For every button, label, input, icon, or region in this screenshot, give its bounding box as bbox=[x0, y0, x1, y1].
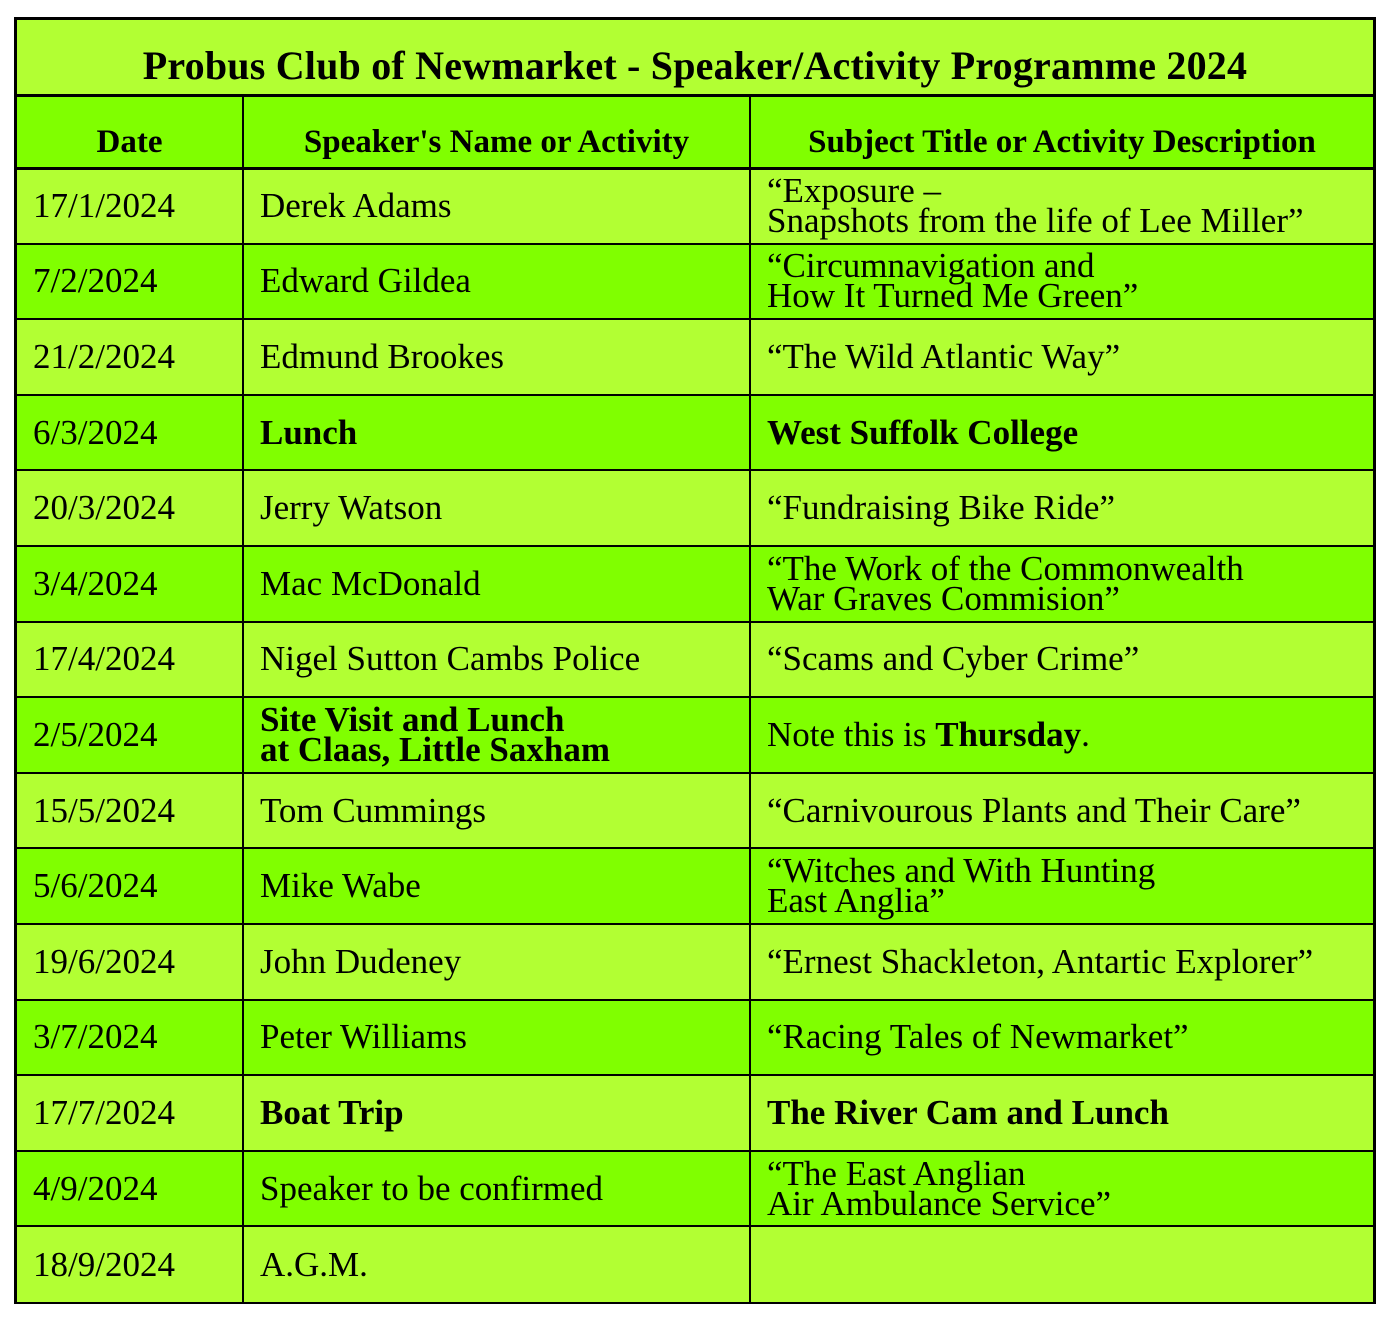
speaker-cell: Derek Adams bbox=[243, 168, 750, 244]
column-header-date: Date bbox=[17, 97, 243, 168]
subject-line: “The Work of the Commonwealth bbox=[767, 548, 1244, 588]
subject-cell bbox=[750, 1151, 1373, 1227]
table-row bbox=[17, 244, 1373, 320]
table-row bbox=[17, 470, 1373, 546]
speaker-line: at Claas, Little Saxham bbox=[260, 729, 610, 769]
table-row bbox=[17, 319, 1373, 395]
subject-cell bbox=[750, 546, 1373, 622]
table-row bbox=[17, 848, 1373, 924]
speaker-cell: Speaker to be confirmed bbox=[243, 1151, 750, 1227]
speaker-line: Site Visit and Lunch bbox=[260, 699, 565, 739]
table-row bbox=[17, 697, 1373, 773]
date-cell: 19/6/2024 bbox=[17, 924, 243, 1000]
subject-cell bbox=[750, 168, 1373, 244]
speaker-cell: A.G.M. bbox=[243, 1226, 750, 1302]
speaker-cell: Boat Trip bbox=[243, 1075, 750, 1151]
subject-emphasis: Thursday bbox=[935, 714, 1082, 754]
subject-text: . bbox=[1081, 714, 1090, 754]
speaker-cell: Jerry Watson bbox=[243, 470, 750, 546]
date-cell: 6/3/2024 bbox=[17, 395, 243, 471]
speaker-cell: Nigel Sutton Cambs Police bbox=[243, 622, 750, 698]
subject-line: Snapshots from the life of Lee Miller” bbox=[767, 201, 1304, 241]
date-cell: 17/7/2024 bbox=[17, 1075, 243, 1151]
page-title: Probus Club of Newmarket - Speaker/Activity Programme 2024 bbox=[17, 20, 1373, 97]
table-row bbox=[17, 395, 1373, 471]
table-row bbox=[17, 546, 1373, 622]
table-row bbox=[17, 1000, 1373, 1076]
date-cell: 21/2/2024 bbox=[17, 319, 243, 395]
subject-cell bbox=[750, 848, 1373, 924]
subject-cell bbox=[750, 244, 1373, 320]
speaker-cell: Peter Williams bbox=[243, 1000, 750, 1076]
date-cell: 3/7/2024 bbox=[17, 1000, 243, 1076]
table-row bbox=[17, 924, 1373, 1000]
date-cell: 15/5/2024 bbox=[17, 773, 243, 849]
table-row bbox=[17, 773, 1373, 849]
speaker-cell: Edward Gildea bbox=[243, 244, 750, 320]
subject-cell: “Carnivourous Plants and Their Care” bbox=[750, 773, 1373, 849]
date-cell: 7/2/2024 bbox=[17, 244, 243, 320]
date-cell: 3/4/2024 bbox=[17, 546, 243, 622]
date-cell: 2/5/2024 bbox=[17, 697, 243, 773]
subject-line: “Circumnavigation and bbox=[767, 246, 1095, 286]
speaker-cell: Mike Wabe bbox=[243, 848, 750, 924]
speaker-cell: Lunch bbox=[243, 395, 750, 471]
table-row bbox=[17, 622, 1373, 698]
subject-line: East Anglia” bbox=[767, 881, 945, 921]
subject-cell: “Racing Tales of Newmarket” bbox=[750, 1000, 1373, 1076]
speaker-cell: Edmund Brookes bbox=[243, 319, 750, 395]
speaker-cell: Tom Cummings bbox=[243, 773, 750, 849]
subject-line: “The East Anglian bbox=[767, 1153, 1026, 1193]
subject-cell: “Scams and Cyber Crime” bbox=[750, 622, 1373, 698]
table-row bbox=[17, 1226, 1373, 1302]
speaker-cell: Mac McDonald bbox=[243, 546, 750, 622]
column-header-speaker: Speaker's Name or Activity bbox=[243, 97, 750, 168]
subject-line: Air Ambulance Service” bbox=[767, 1183, 1112, 1223]
subject-cell: West Suffolk College bbox=[750, 395, 1373, 471]
speaker-cell: John Dudeney bbox=[243, 924, 750, 1000]
subject-line: “Exposure – bbox=[767, 171, 941, 211]
date-cell: 4/9/2024 bbox=[17, 1151, 243, 1227]
speaker-cell bbox=[243, 697, 750, 773]
table-row bbox=[17, 168, 1373, 244]
date-cell: 5/6/2024 bbox=[17, 848, 243, 924]
programme-table-frame bbox=[14, 17, 1376, 1304]
subject-cell: “The Wild Atlantic Way” bbox=[750, 319, 1373, 395]
programme-table bbox=[17, 97, 1373, 1302]
table-row bbox=[17, 1151, 1373, 1227]
date-cell: 17/4/2024 bbox=[17, 622, 243, 698]
subject-cell bbox=[750, 697, 1373, 773]
subject-text: Note this is bbox=[767, 714, 936, 754]
column-header-subject: Subject Title or Activity Description bbox=[750, 97, 1373, 168]
subject-line: How It Turned Me Green” bbox=[767, 276, 1139, 316]
subject-line: War Graves Commision” bbox=[767, 578, 1120, 618]
date-cell: 20/3/2024 bbox=[17, 470, 243, 546]
date-cell: 17/1/2024 bbox=[17, 168, 243, 244]
table-row bbox=[17, 1075, 1373, 1151]
subject-cell: The River Cam and Lunch bbox=[750, 1075, 1373, 1151]
subject-cell bbox=[750, 1226, 1373, 1302]
table-header-row bbox=[17, 97, 1373, 168]
subject-cell: “Ernest Shackleton, Antartic Explorer” bbox=[750, 924, 1373, 1000]
date-cell: 18/9/2024 bbox=[17, 1226, 243, 1302]
subject-line: “Witches and With Hunting bbox=[767, 851, 1156, 891]
subject-cell: “Fundraising Bike Ride” bbox=[750, 470, 1373, 546]
